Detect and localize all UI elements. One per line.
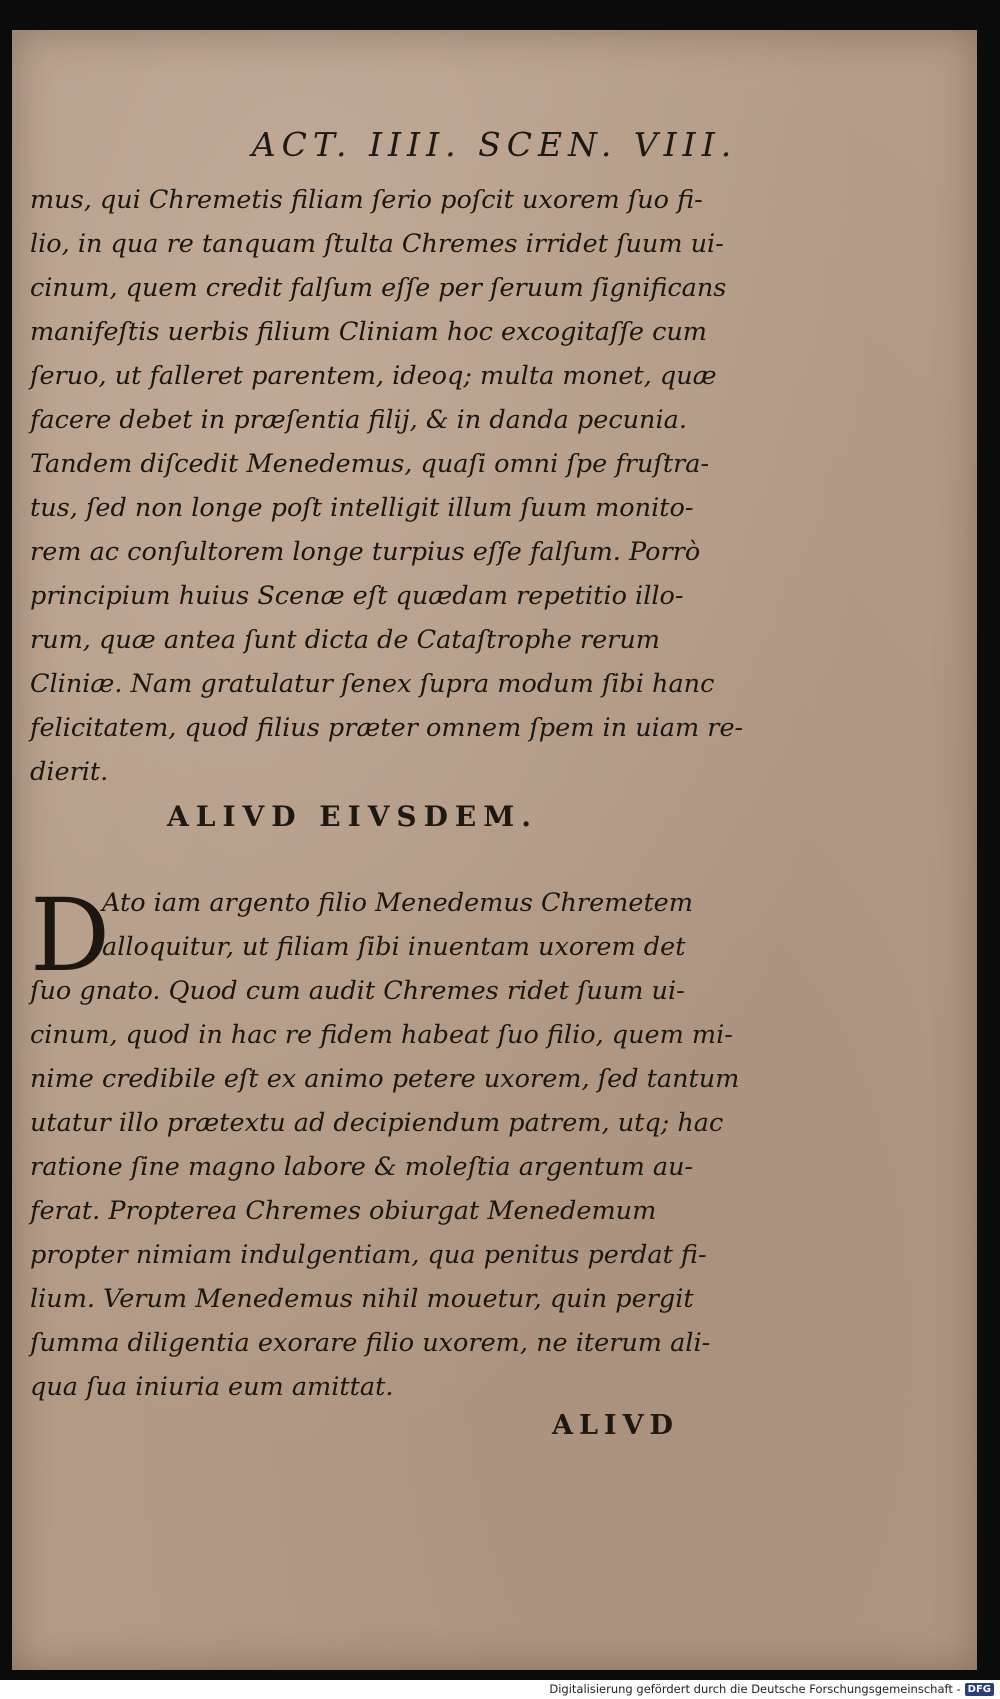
text-line: ferat. Propterea Chremes obiurgat Menedemum xyxy=(30,1196,657,1226)
book-page xyxy=(12,30,977,1670)
text-line: qua ſua iniuria eum amittat. xyxy=(30,1372,394,1402)
text-line: propter nimiam indulgentiam, qua penitus perdat fi- xyxy=(30,1240,707,1270)
text-line: ratione ſine magno labore & moleſtia argentum au- xyxy=(30,1152,694,1182)
text-line: ſumma diligentia exorare filio uxorem, ne iterum ali- xyxy=(30,1328,711,1358)
text-line: Tandem diſcedit Menedemus, quaſi omni ſpe fruſtra- xyxy=(30,449,710,479)
paragraph-1 xyxy=(30,178,744,794)
catchword: ALIVD xyxy=(552,1410,679,1441)
text-line: lium. Verum Menedemus nihil mouetur, quin pergit xyxy=(30,1284,694,1314)
text-line: ſeruo, ut falleret parentem, ideoq; multa monet, quæ xyxy=(30,361,717,391)
text-line: rem ac conſultorem longe turpius eſſe falſum. Porrò xyxy=(30,537,701,567)
dfg-logo: DFG xyxy=(965,1683,994,1696)
footer-text: Digitalisierung gefördert durch die Deutsche Forschungsgemeinschaft - xyxy=(549,1682,961,1696)
text-line: dierit. xyxy=(30,757,109,787)
text-line: utatur illo prætextu ad decipiendum patrem, utq; hac xyxy=(30,1108,724,1138)
text-line: nime credibile eſt ex animo petere uxorem, ſed tantum xyxy=(30,1064,740,1094)
running-head: ACT. IIII. SCEN. VIII. xyxy=(251,125,738,164)
text-line: mus, qui Chremetis filiam ſerio poſcit uxorem ſuo fi- xyxy=(30,185,703,215)
section-heading: ALIVD EIVSDEM. xyxy=(167,800,539,833)
text-line: facere debet in præſentia filij, & in danda pecunia. xyxy=(30,405,687,435)
text-line: alloquitur, ut filiam ſibi inuentam uxorem det xyxy=(102,932,686,962)
text-line: Cliniæ. Nam gratulatur ſenex ſupra modum ſibi hanc xyxy=(30,669,715,699)
digitization-footer xyxy=(549,1682,994,1696)
paragraph-2 xyxy=(30,877,740,1409)
text-line: cinum, quod in hac re fidem habeat ſuo filio, quem mi- xyxy=(30,1020,733,1050)
text-line: felicitatem, quod filius præter omnem ſpem in uiam re- xyxy=(30,713,744,743)
text-line: cinum, quem credit falſum eſſe per ſeruum ſignificans xyxy=(30,273,727,303)
drop-cap: D xyxy=(30,877,111,994)
text-line: rum, quæ antea ſunt dicta de Cataſtrophe rerum xyxy=(30,625,660,655)
text-line: tus, ſed non longe poſt intelligit illum ſuum monito- xyxy=(30,493,694,523)
text-line: Ato iam argento filio Menedemus Chremetem xyxy=(102,888,693,918)
text-line: principium huius Scenæ eſt quædam repetitio illo- xyxy=(30,581,684,611)
text-line: manifeſtis uerbis filium Cliniam hoc excogitaſſe cum xyxy=(30,317,707,347)
text-line: ſuo gnato. Quod cum audit Chremes ridet ſuum ui- xyxy=(30,976,685,1006)
text-line: lio, in qua re tanquam ſtulta Chremes irridet ſuum ui- xyxy=(30,229,724,259)
